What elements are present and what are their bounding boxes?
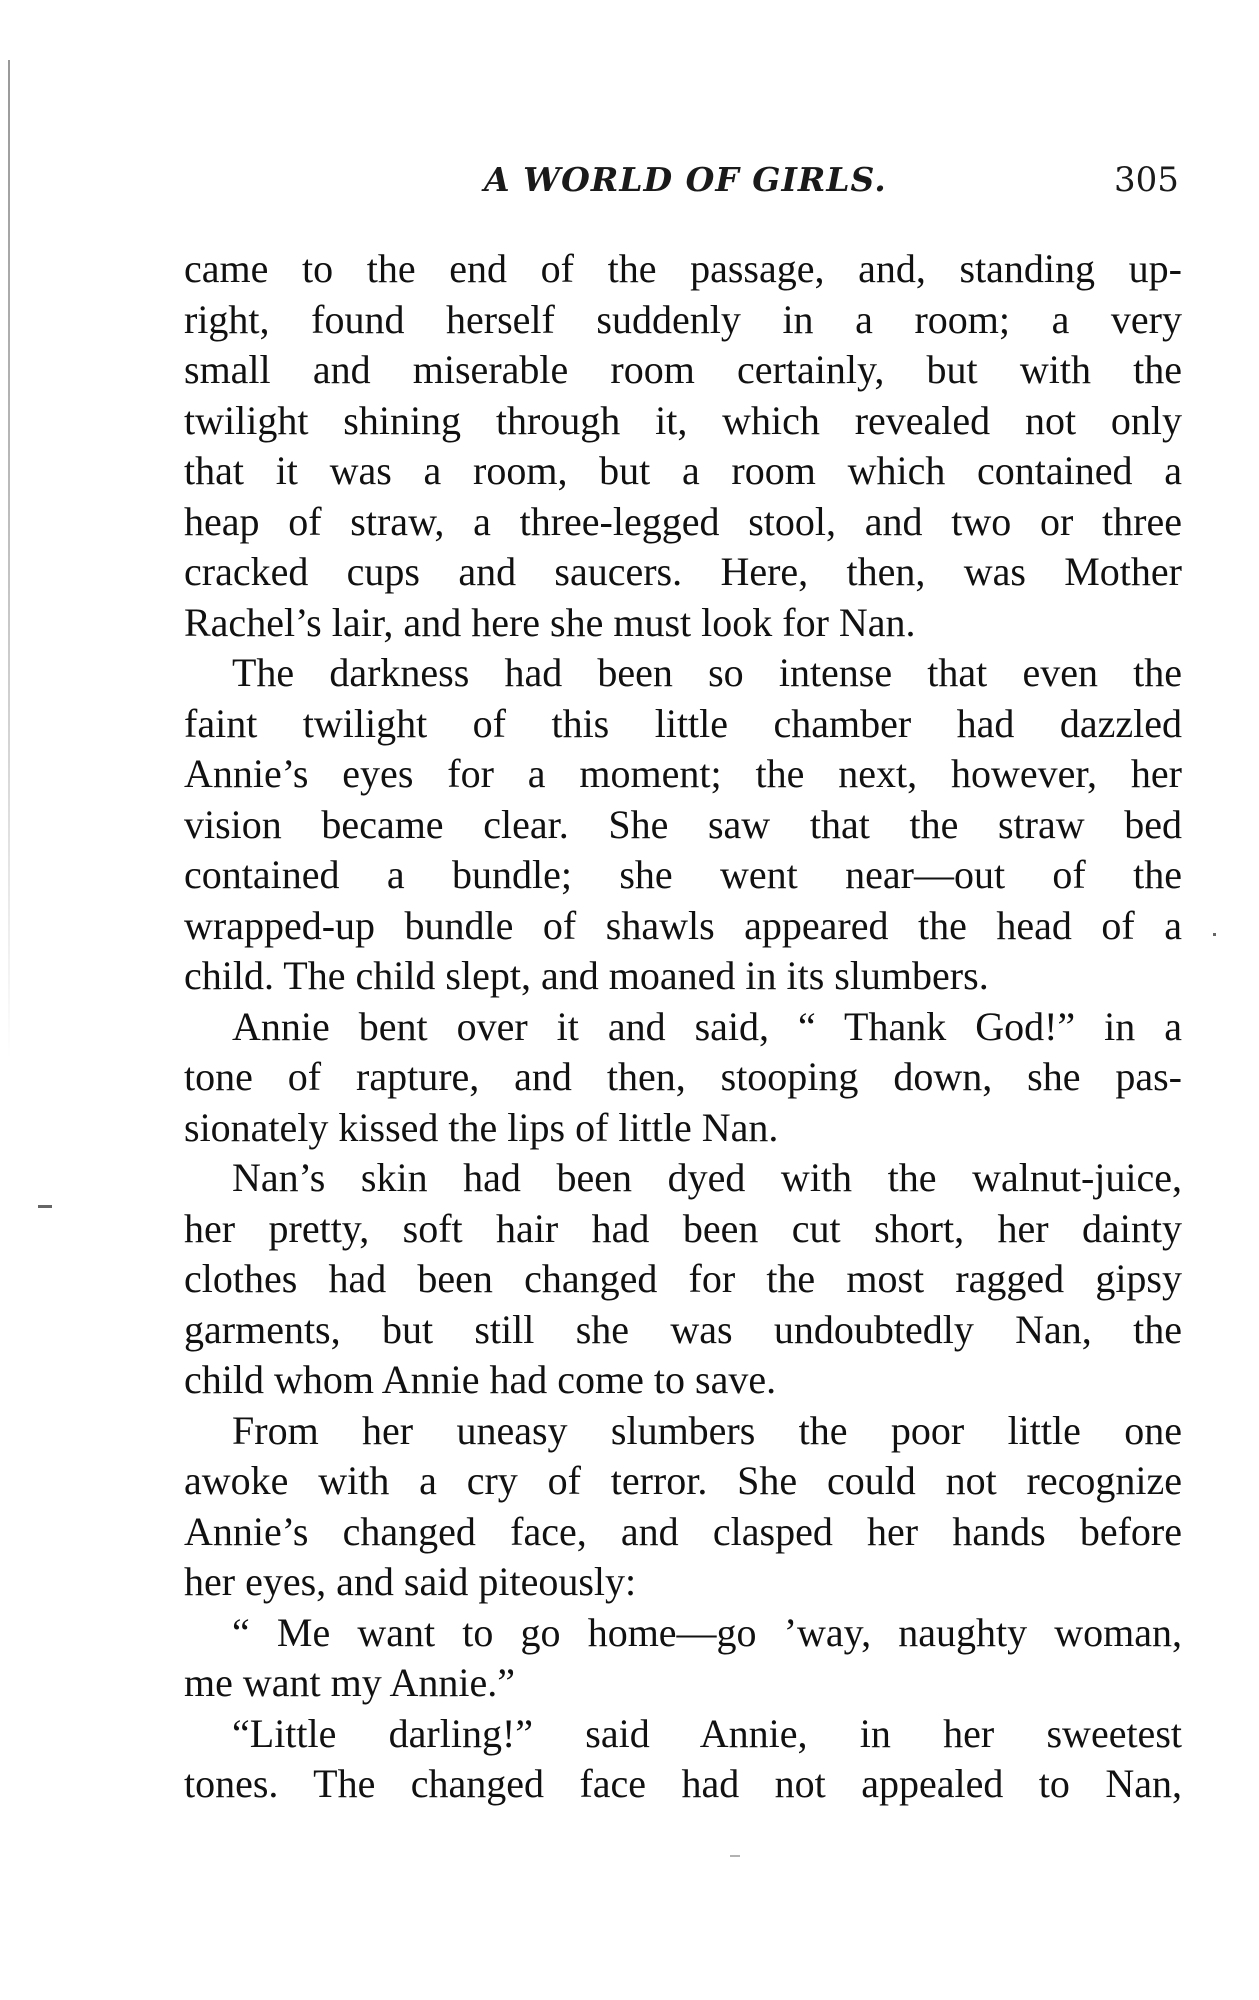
paragraph-start-line: “Little darling!” said Annie, in her sweetest [232,1710,1182,1756]
text-line: her pretty, soft hair had been cut short, her dainty [184,1205,1182,1251]
text-line: tone of rapture, and then, stooping down, she pas- [184,1054,1182,1099]
paragraph-start-line: “ Me want to go home—go ’way, naughty woman, [232,1609,1182,1655]
text-line: faint twilight of this little chamber had dazzled [184,700,1182,746]
body-text [184,244,1182,1810]
running-title: A WORLD OF GIRLS. [484,160,887,199]
text-line: that it was a room, but a room which contained a [184,448,1182,493]
text-line: garments, but still she was undoubtedly Nan, the [184,1306,1182,1352]
text-line: contained a bundle; she went near—out of the [184,852,1182,897]
text-line: clothes had been changed for the most ragged gipsy [184,1256,1182,1301]
ink-speck [38,1205,52,1208]
ink-speck [1213,933,1216,936]
text-line: cracked cups and saucers. Here, then, was Mother [184,549,1182,594]
text-line: heap of straw, a three-legged stool, and two or three [184,498,1182,544]
text-line: small and miserable room certainly, but with the [184,347,1182,392]
ink-speck [730,1855,740,1857]
paragraph-start-line: Annie bent over it and said, “ Thank God!” in a [232,1003,1182,1049]
text-line: child whom Annie had come to save. [184,1357,777,1402]
text-line: sionately kissed the lips of little Nan. [184,1104,779,1150]
text-line: twilight shining through it, which revealed not only [184,397,1182,443]
text-line: came to the end of the passage, and, standing up- [184,246,1182,291]
text-line: Annie’s eyes for a moment; the next, however, her [184,751,1182,796]
running-head [184,160,1184,210]
text-line: wrapped-up bundle of shawls appeared the head of a [184,902,1182,948]
text-line: child. The child slept, and moaned in its slumbers. [184,953,989,998]
text-line: right, found herself suddenly in a room; a very [184,296,1182,342]
paragraph-start-line: Nan’s skin had been dyed with the walnut-juice, [232,1155,1182,1200]
text-line: awoke with a cry of terror. She could not recognize [184,1458,1182,1503]
paragraph-start-line: The darkness had been so intense that even the [232,650,1182,695]
text-line: tones. The changed face had not appealed to Nan, [184,1761,1182,1806]
text-line: Annie’s changed face, and clasped her hands before [184,1508,1182,1554]
paragraph-start-line: From her uneasy slumbers the poor little one [232,1407,1182,1453]
text-line: me want my Annie.” [184,1660,516,1705]
text-line: Rachel’s lair, and here she must look for Nan. [184,599,916,645]
text-line: her eyes, and said piteously: [184,1559,637,1604]
binding-edge-shadow [8,60,10,1060]
text-line: vision became clear. She saw that the straw bed [184,801,1182,847]
page-number: 305 [1114,160,1179,200]
